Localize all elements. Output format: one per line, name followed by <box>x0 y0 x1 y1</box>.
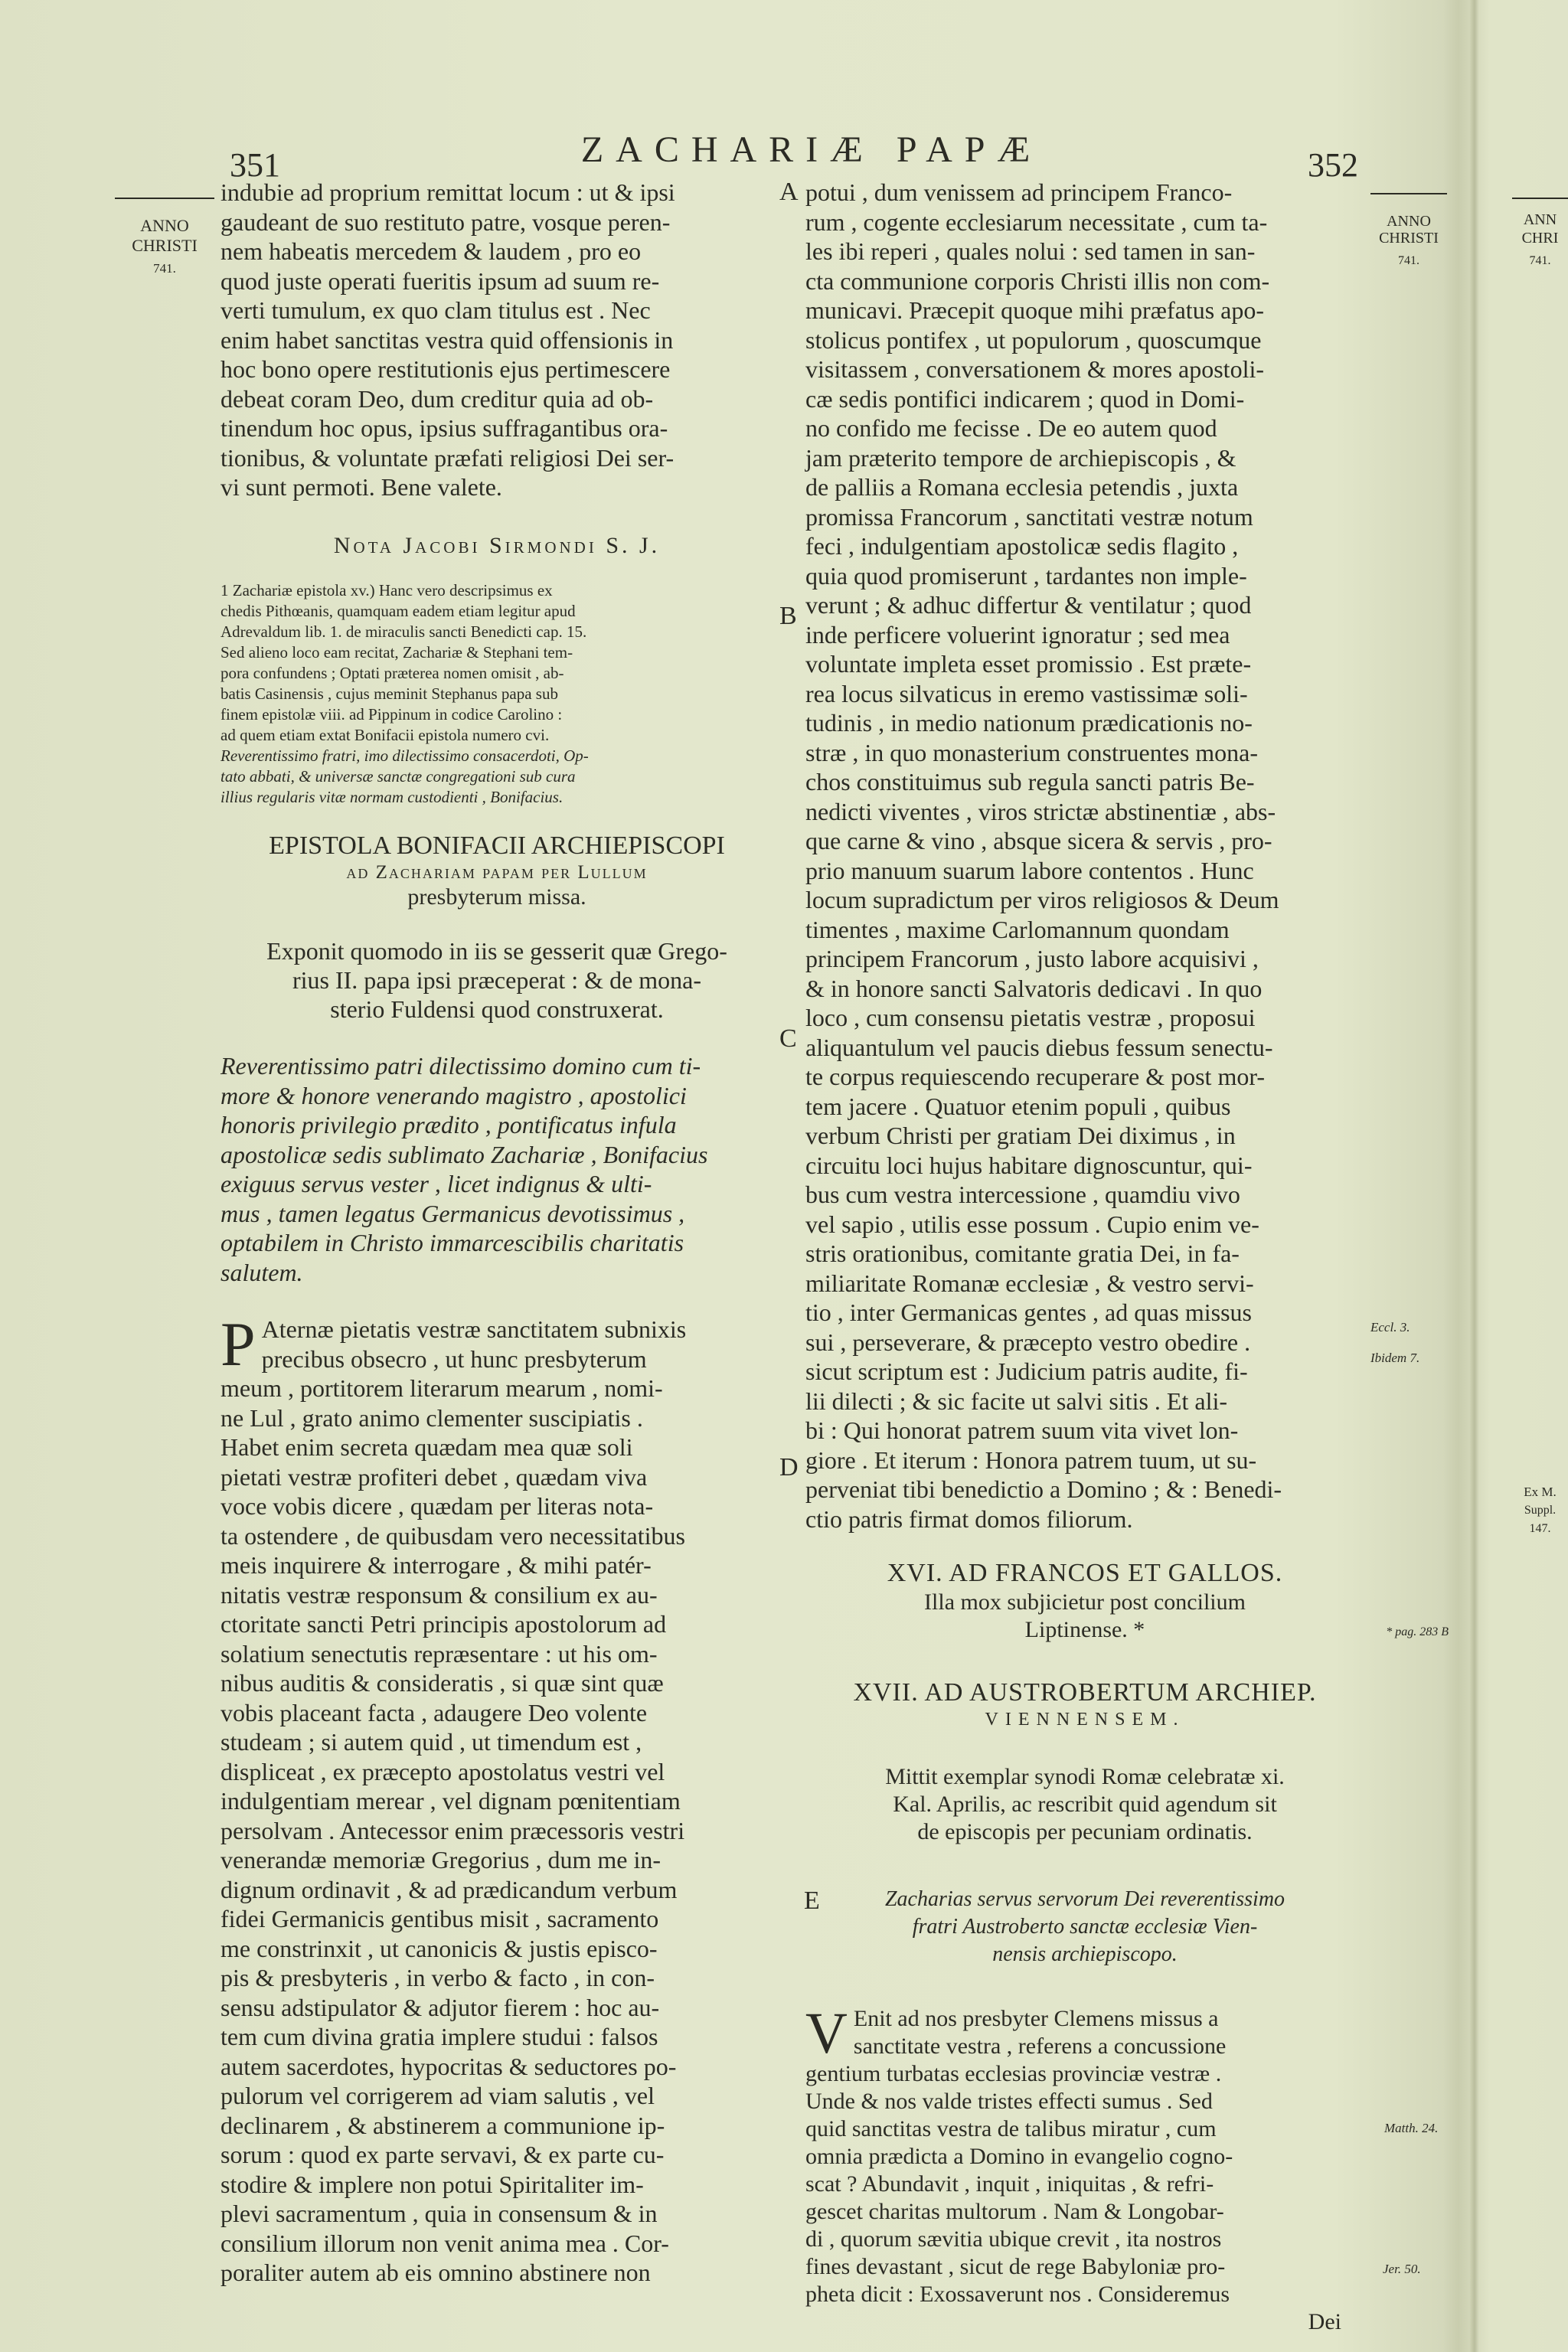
margin-year-left: 741. <box>153 261 176 276</box>
text-line: timentes , maxime Carlomannum quondam <box>805 915 1230 943</box>
text-line: feci , indulgentiam apostolicæ sedis flagito , <box>805 532 1239 560</box>
text-line: me constrinxit , ut canonicis & justis episco- <box>220 1934 658 1962</box>
summary-line: Mittit exemplar synodi Romæ celebratæ xi. <box>885 1764 1285 1789</box>
text-line: scat ? Abundavit , inquit , iniquitas , & refri- <box>805 2171 1214 2197</box>
note-line: Sed alieno loco eam recitat, Zachariæ & Stephani tem- <box>220 643 573 662</box>
text-line: tio , inter Germanicas gentes , ad quas missus <box>805 1298 1252 1326</box>
margin-christi-left: CHRISTI <box>132 236 198 255</box>
text-line: poraliter autem ab eis omnino abstinere non <box>220 2259 651 2286</box>
text-line: solatium senectutis repræsentare : ut his om- <box>220 1639 658 1668</box>
text-line: sensu adstipulator & adjutor fierem : hoc au- <box>220 1993 660 2021</box>
text-line: omnia prædicta a Domino in evangelio cogno- <box>805 2144 1233 2169</box>
note-line: Reverentissimo fratri, imo dilectissimo consacerdoti, Op- <box>220 746 589 765</box>
text-line: aliquantulum vel paucis diebus fessum senectu- <box>805 1033 1273 1061</box>
book-gutter <box>1470 0 1479 2352</box>
text-line: rum , cogente ecclesiarum necessitate , cum ta- <box>805 207 1268 236</box>
text-line: Enit ad nos presbyter Clemens missus a <box>853 2006 1219 2031</box>
text-line: pietati vestræ profiteri debet , quædam viva <box>220 1462 648 1491</box>
margin-rule-far <box>1512 198 1568 199</box>
letter-body-continued <box>805 178 1364 1534</box>
text-line: ctio patris firmat domos filiorum. <box>805 1504 1133 1533</box>
text-line: municavi. Præcepit quoque mihi præfatus apo- <box>805 296 1264 324</box>
salutation-line: nensis archiepiscopo. <box>992 1942 1178 1966</box>
text-line: displiceat , ex præcepto apostolatus vestri vel <box>220 1757 665 1785</box>
nota-text <box>220 580 773 808</box>
text-line: nitatis vestræ responsum & consilium ex au- <box>220 1580 658 1609</box>
text-line: persolvam . Antecessor enim præcessoris vestri <box>220 1816 685 1844</box>
margin-rule-left <box>115 198 214 199</box>
salutation-line: exiguus servus vester , licet indignus & ulti- <box>220 1170 652 1197</box>
text-line: promissa Francorum , sanctitati vestræ notum <box>805 502 1253 531</box>
section-letter-b: B <box>779 602 797 630</box>
epistola-subtitle: ad Zachariam papam per Lullum <box>346 862 648 883</box>
text-line: quod juste operati fueritis ipsum ad suum re- <box>220 266 660 295</box>
text-line: & in honore sancti Salvatoris dedicavi . In quo <box>805 974 1263 1002</box>
text-line: declinarem , & abstinerem a communione ip- <box>220 2111 665 2139</box>
salutation-line: apostolicæ sedis sublimato Zachariæ , Bonifacius <box>220 1140 708 1168</box>
margin-anno-far: ANN <box>1523 211 1557 228</box>
margin-anno-right: ANNO <box>1387 213 1431 230</box>
text-line: hoc bono opere restitutionis ejus pertimescere <box>220 355 671 383</box>
text-line: fines devastant , sicut de rege Babyloniæ pro- <box>805 2254 1226 2279</box>
section-letter-d: D <box>779 1453 799 1481</box>
text-line: lii dilecti ; & sic facite ut salvi sitis . Et ali- <box>805 1387 1227 1415</box>
text-line: cæ sedis pontifici indicarem ; quod in Domi- <box>805 384 1245 413</box>
text-line: quid sanctitas vestra de talibus miratur , cum <box>805 2116 1217 2141</box>
text-line: de palliis a Romana ecclesia petendis , juxta <box>805 473 1239 501</box>
section-xvi-title: XVI. AD FRANCOS ET GALLOS. <box>887 1559 1283 1587</box>
salutation-line: optabilem in Christo immarcescibilis charitatis <box>220 1229 684 1256</box>
margin-ref-far-2: Suppl. <box>1524 1504 1557 1517</box>
text-line: gentium turbatas ecclesias provinciæ vestræ . <box>805 2061 1222 2086</box>
section-letter-c: C <box>779 1024 797 1053</box>
text-line: que carne & vino , absque sicera & servis , pro- <box>805 827 1272 854</box>
text-line: precibus obsecro , ut hunc presbyterum <box>261 1344 647 1373</box>
text-line: studeam ; si autem quid , ut timendum est , <box>220 1728 642 1756</box>
text-line: fidei Germanicis gentibus misit , sacramento <box>220 1905 659 1932</box>
salutation-line: fratri Austroberto sanctæ ecclesiæ Vien- <box>912 1915 1258 1939</box>
text-line: cta communione corporis Christi illis non com- <box>805 266 1270 295</box>
salutation-line: Zacharias servus servorum Dei reverentissimo <box>884 1887 1285 1911</box>
margin-christi-right: CHRISTI <box>1379 230 1439 247</box>
text-line: dignum ordinavit , & ad prædicandum verbum <box>220 1875 678 1903</box>
text-line: stolicus pontifex , ut populorum , quoscumque <box>805 325 1262 354</box>
text-line: tudinis , in medio nationum prædicationis no- <box>805 709 1253 737</box>
catchword: Dei <box>1308 2309 1341 2334</box>
text-line: stræ , in quo monasterium construentes mona- <box>805 738 1259 766</box>
salutation-line: more & honore venerando magistro , apostolici <box>220 1081 687 1109</box>
note-line: chedis Pithœanis, quamquam eadem etiam legitur apud <box>220 602 576 620</box>
text-line: stodire & implere non potui Spiritaliter im- <box>220 2170 644 2198</box>
text-line: verbum Christi per gratiam Dei diximus , in <box>805 1122 1236 1149</box>
text-line: tinendum hoc opus, ipsius suffragantibus ora- <box>220 414 668 442</box>
text-line: pulorum vel corrigerem ad viam salutis , vel <box>220 2082 655 2109</box>
text-line: gaudeant de suo restituto patre, vosque peren- <box>220 207 671 236</box>
text-line: sui , perseverare, & præcepto vestro obedire . <box>805 1328 1251 1356</box>
epistola-title: EPISTOLA BONIFACII ARCHIEPISCOPI <box>269 831 725 860</box>
text-line: enim habet sanctitas vestra quid offensionis in <box>220 325 674 354</box>
section-xvii-salutation <box>805 1886 1364 1968</box>
side-note-ibidem: Ibidem 7. <box>1370 1351 1420 1365</box>
text-line: rea locus silvaticus in eremo vastissimæ soli- <box>805 679 1248 707</box>
text-line: vel sapio , utilis esse possum . Cupio enim ve- <box>805 1210 1259 1238</box>
text-line: visitassem , conversationem & mores apostoli- <box>805 355 1264 383</box>
text-line: meum , portitorem literarum mearum , nomi- <box>220 1374 663 1402</box>
note-line: batis Casinensis , cujus meminit Stephanus papa sub <box>220 684 558 703</box>
text-line: Aternæ pietatis vestræ sanctitatem subnixis <box>261 1315 687 1343</box>
text-line: quia quod promiserunt , tardantes non imple- <box>805 561 1247 590</box>
running-title: ZACHARIÆ PAPÆ <box>580 129 1043 170</box>
salutation-line: Reverentissimo patri dilectissimo domino cum ti- <box>220 1052 701 1080</box>
text-line: vi sunt permoti. Bene valete. <box>220 473 502 501</box>
text-line: nibus auditis & consideratis , si quæ sint quæ <box>220 1669 664 1697</box>
section-letter-e: E <box>804 1886 820 1915</box>
text-line: ne Lul , grato animo clementer suscipiatis . <box>220 1403 643 1432</box>
text-line: miliaritate Romanæ ecclesiæ , & vestro servi- <box>805 1269 1254 1297</box>
note-line: finem epistolæ viii. ad Pippinum in codice Carolino : <box>220 705 563 724</box>
text-line: prio manuum suarum labore contentos . Hunc <box>805 856 1254 884</box>
text-line: bus cum vestra intercessione , quamdiu vivo <box>805 1181 1240 1208</box>
text-line: locum supradictum per viros religiosos & Deum <box>805 886 1279 913</box>
section-xvii-subtitle: VIENNENSEM. <box>985 1710 1185 1730</box>
note-line: 1 Zachariæ epistola xv.) Hanc vero descripsimus ex <box>220 581 553 599</box>
drop-capital: V <box>805 2001 848 2066</box>
epistola-subtitle-2: presbyterum missa. <box>407 884 586 910</box>
section-xvii-summary <box>805 1763 1364 1846</box>
text-line: sorum : quod ex parte servavi, & ex parte cu- <box>220 2141 665 2168</box>
margin-christi-far: CHRI <box>1521 230 1559 247</box>
text-line: voce vobis dicere , quædam per literas nota- <box>220 1492 654 1520</box>
text-line: di , quorum sævitia ubique crevit , ita nostros <box>805 2226 1222 2252</box>
note-line: Adrevaldum lib. 1. de miraculis sancti Benedicti cap. 15. <box>220 622 587 641</box>
note-line: illius regularis vitæ normam custodienti , Bonifacius. <box>220 788 564 806</box>
text-line: pheta dicit : Exossaverunt nos . Consideremus <box>805 2282 1230 2307</box>
summary-line: de episcopis per pecuniam ordinatis. <box>917 1819 1253 1844</box>
text-line: venerandæ memoriæ Gregorius , dum me in- <box>220 1846 661 1873</box>
note-line: ad quem etiam extat Bonifacii epistola numero cvi. <box>220 726 550 744</box>
text-line: Unde & nos valde tristes effecti sumus . Sed <box>805 2089 1213 2114</box>
text-line: consilium illorum non venit anima mea . Cor- <box>220 2229 669 2257</box>
margin-ref-far-3: 147. <box>1529 1522 1551 1535</box>
side-note-matth: Matth. 24. <box>1384 2121 1439 2135</box>
text-line: circuitu loci hujus habitare dignoscuntur, qui- <box>805 1151 1253 1179</box>
margin-rule-right <box>1370 193 1447 194</box>
text-line: tionibus, & voluntate præfati religiosi Dei ser- <box>220 443 675 472</box>
text-line: voluntate impleta esset promissio . Est præte- <box>805 650 1252 678</box>
text-line: stris orationibus, comitante gratia Dei, in fa- <box>805 1240 1240 1267</box>
page-number-right: 352 <box>1308 146 1358 184</box>
section-letter-a: A <box>779 178 799 206</box>
text-line: te corpus requiescendo recuperare & post mor- <box>805 1063 1265 1090</box>
margin-year-far: 741. <box>1529 254 1551 267</box>
text-line: ta ostendere , de quibusdam vero necessitatibus <box>220 1521 685 1550</box>
text-line: indubie ad proprium remittat locum : ut & ipsi <box>220 178 675 206</box>
section-xvii-title: XVII. AD AUSTROBERTUM ARCHIEP. <box>853 1678 1317 1707</box>
text-line: nedicti viventes , viros strictæ abstinentiæ , abs- <box>805 797 1276 825</box>
page-number-left: 351 <box>230 146 280 184</box>
text-line: Illa mox subjicietur post concilium <box>924 1589 1246 1615</box>
text-line: giore . Et iterum : Honora patrem tuum, ut su- <box>805 1446 1257 1474</box>
text-line: Liptinense. * <box>1024 1617 1145 1642</box>
section-xvii-body <box>805 2001 1364 2336</box>
text-line: jam præterito tempore de archiepiscopis , & <box>805 443 1236 472</box>
text-line: chos constituimus sub regula sancti patris Be- <box>805 768 1255 795</box>
side-note-eccl: Eccl. 3. <box>1370 1320 1410 1334</box>
text-line: vobis placeant facta , adaugere Deo volente <box>220 1698 648 1726</box>
text-line: potui , dum venissem ad principem Franco- <box>805 178 1233 206</box>
salutation-line: honoris privilegio prædito , pontificatus infula <box>220 1111 677 1138</box>
text-line: ctoritate sancti Petri principis apostolorum ad <box>220 1610 667 1638</box>
note-line: tato abbati, & universæ sanctæ congregationi sub cura <box>220 767 576 786</box>
summary-line: Kal. Aprilis, ac rescribit quid agendum sit <box>893 1792 1277 1817</box>
letter-ending-text <box>220 178 773 502</box>
text-line: gescet charitas multorum . Nam & Longobar- <box>805 2199 1224 2224</box>
text-line: no confido me fecisse . De eo autem quod <box>805 414 1217 442</box>
section-xvi-text <box>805 1589 1364 1644</box>
margin-year-right: 741. <box>1398 254 1419 267</box>
text-line: verunt ; & adhuc differtur & ventilatur ; quod <box>805 591 1252 619</box>
margin-ref-far-1: Ex M. <box>1524 1485 1557 1499</box>
side-note-jer: Jer. 50. <box>1383 2262 1421 2276</box>
letter-body <box>220 1309 773 2288</box>
text-line: autem sacerdotes, hypocritas & seductores po- <box>220 2052 677 2080</box>
text-line: verti tumulum, ex quo clam titulus est . Nec <box>220 296 651 324</box>
margin-anno-left: ANNO <box>140 216 189 235</box>
text-line: sicut scriptum est : Judicium patris audite, fi- <box>805 1357 1248 1385</box>
salutation <box>220 1051 773 1287</box>
text-line: inde perficere voluerint ignoratur ; sed mea <box>805 620 1230 648</box>
text-line: bi : Qui honorat patrem suum vita vivet lon- <box>805 1416 1239 1444</box>
summary-line: sterio Fuldensi quod construxerat. <box>330 995 664 1023</box>
note-line: pora confundens ; Optati præterea nomen omisit , ab- <box>220 664 564 682</box>
text-line: tem jacere . Quatuor etenim populi , quibus <box>805 1092 1231 1120</box>
section-xvi-page-note: * pag. 283 B <box>1386 1625 1449 1638</box>
text-line: Habet enim secreta quædam mea quæ soli <box>220 1433 633 1461</box>
text-line: loco , cum consensu pietatis vestræ , proposui <box>805 1004 1256 1031</box>
salutation-line: mus , tamen legatus Germanicus devotissimus , <box>220 1199 685 1227</box>
text-line: nem habeatis mercedem & laudem , pro eo <box>220 237 642 265</box>
text-line: debeat coram Deo, dum creditur quia ad ob- <box>220 384 654 413</box>
text-line: principem Francorum , justo labore acquisivi , <box>805 945 1259 972</box>
text-line: perveniat tibi benedictio a Domino ; & : Benedi- <box>805 1475 1282 1503</box>
text-line: indulgentiam merear , vel dignam pœnitentiam <box>220 1787 681 1815</box>
text-line: les ibi reperi , quales nolui : sed tamen in san- <box>805 237 1256 265</box>
summary-line: Exponit quomodo in iis se gesserit quæ Grego- <box>266 937 727 965</box>
summary-line: rius II. papa ipsi præceperat : & de mona- <box>292 966 702 994</box>
drop-capital: P <box>220 1309 256 1379</box>
text-line: plevi sacramentum , quia in consensum & in <box>220 2200 658 2227</box>
left-column <box>220 178 773 2288</box>
text-line: pis & presbyteris , in verbo & facto , in con- <box>220 1964 655 1991</box>
epistola-summary <box>220 936 773 1024</box>
text-line: meis inquirere & interrogare , & mihi patér- <box>220 1551 652 1579</box>
salutation-line: salutem. <box>220 1258 303 1286</box>
text-line: tem cum divina gratia implere studui : falsos <box>220 2023 658 2050</box>
text-line: sanctitate vestra , referens a concussione <box>853 2034 1227 2059</box>
nota-heading: Nota Jacobi Sirmondi S. J. <box>333 532 661 558</box>
